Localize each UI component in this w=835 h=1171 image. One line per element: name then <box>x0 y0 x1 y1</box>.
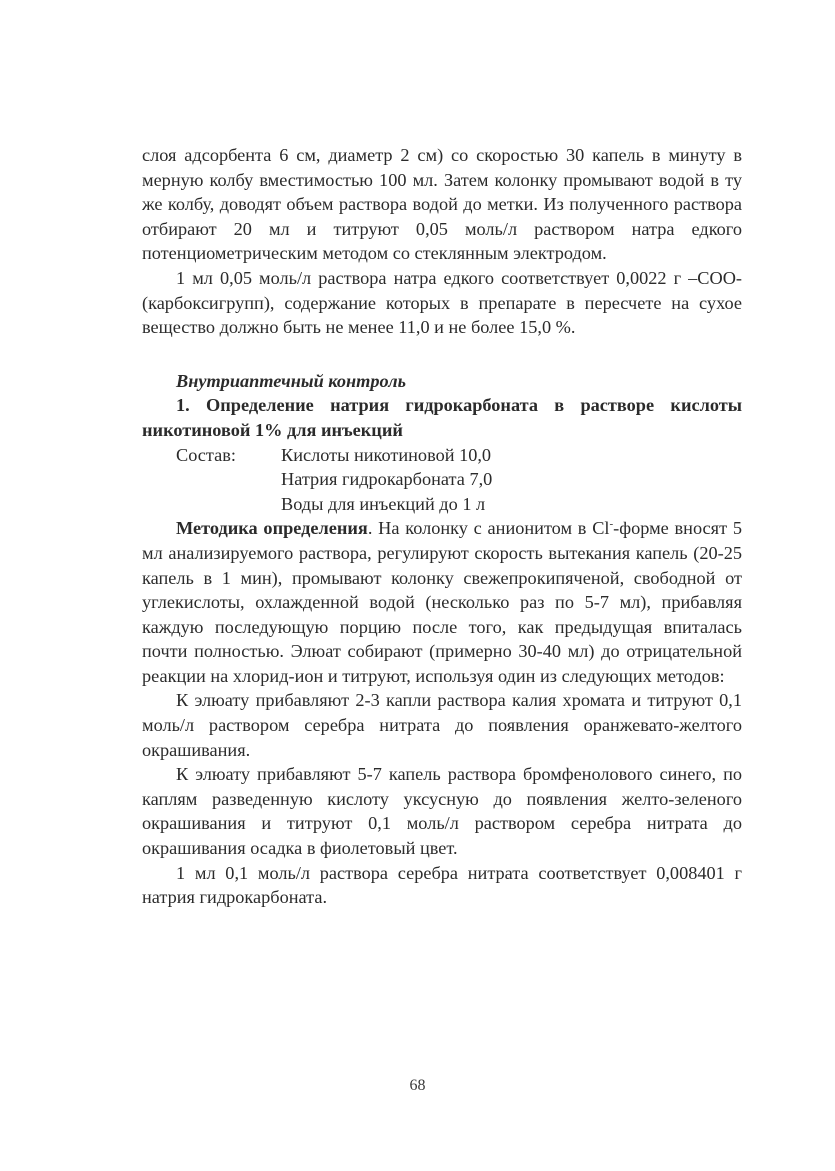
paragraph-method-chromate: К элюату прибавляют 2-3 капли раствора калия хромата и титруют 0,1 моль/л раствором серебра нитрата до появления оранжевато-желтого окрашивания. <box>142 690 742 760</box>
composition-item: Воды для инъекций до 1 л <box>281 493 486 514</box>
composition-item: Кислоты никотиновой 10,0 <box>281 444 492 465</box>
composition-item: Натрия гидрокарбоната 7,0 <box>281 469 493 490</box>
method-text-end: -форме вносят 5 мл анализируемого раствора, регулируют скорость вытекания капель (20-25 капель в 1 мин), промывают колонку свежепрокипяченой, свободной от углекислоты, охлажденной водой (несколько раз по 5-7 мл), прибавляя каждую последующую порцию после того, как предыдущая впиталась почти полностью. Элюат собирают (примерно 30-40 мл) до отрицательной реакции на хлорид-ион и титруют, используя один из следующих методов: <box>142 518 742 686</box>
paragraph-method-bromophenol: К элюату прибавляют 5-7 капель раствора бромфенолового синего, по каплям разведенную кислоту уксусную до появления желто-зеленого окрашивания и титруют 0,1 моль/л раствором серебра нитрата до окрашивания осадка в фиолетовый цвет. <box>142 764 742 859</box>
section-subtitle: Внутриаптечный контроль <box>176 370 406 391</box>
paragraph-column-procedure: слоя адсорбента 6 см, диаметр 2 см) со скоростью 30 капель в минуту в мерную колбу вместимостью 100 мл. Затем колонку промывают водой в ту же колбу, доводят объем раствора водой до метки. Из полученного раствора отбирают 20 мл и титруют 0,05 моль/л раствором натра едкого потенциометрическим методом со стеклянным электродом. <box>142 145 742 264</box>
method-superscript: - <box>609 518 614 531</box>
composition-block <box>142 443 742 517</box>
composition-list <box>281 443 492 517</box>
section-heading: 1. Определение натрия гидрокарбоната в растворе кислоты никотиновой 1% для инъекций <box>142 395 742 440</box>
section-gap <box>142 340 742 369</box>
method-title: Методика определения <box>176 518 368 539</box>
paragraph-method <box>142 516 742 688</box>
paragraph-carboxyl-equivalent: 1 мл 0,05 моль/л раствора натра едкого соответствует 0,0022 г –СОО- (карбоксигрупп), содержание которых в препарате в пересчете на сухое вещество должно быть не менее 11,0 и не более 15,0 %. <box>142 267 742 338</box>
composition-label: Состав: <box>176 444 236 465</box>
method-text-start: . На колонку с анионитом в Cl <box>367 518 610 539</box>
document-page <box>142 143 742 910</box>
paragraph-silver-equivalent: 1 мл 0,1 моль/л раствора серебра нитрата соответствует 0,008401 г натрия гидрокарбоната. <box>142 862 742 908</box>
page-number: 68 <box>409 1077 426 1094</box>
